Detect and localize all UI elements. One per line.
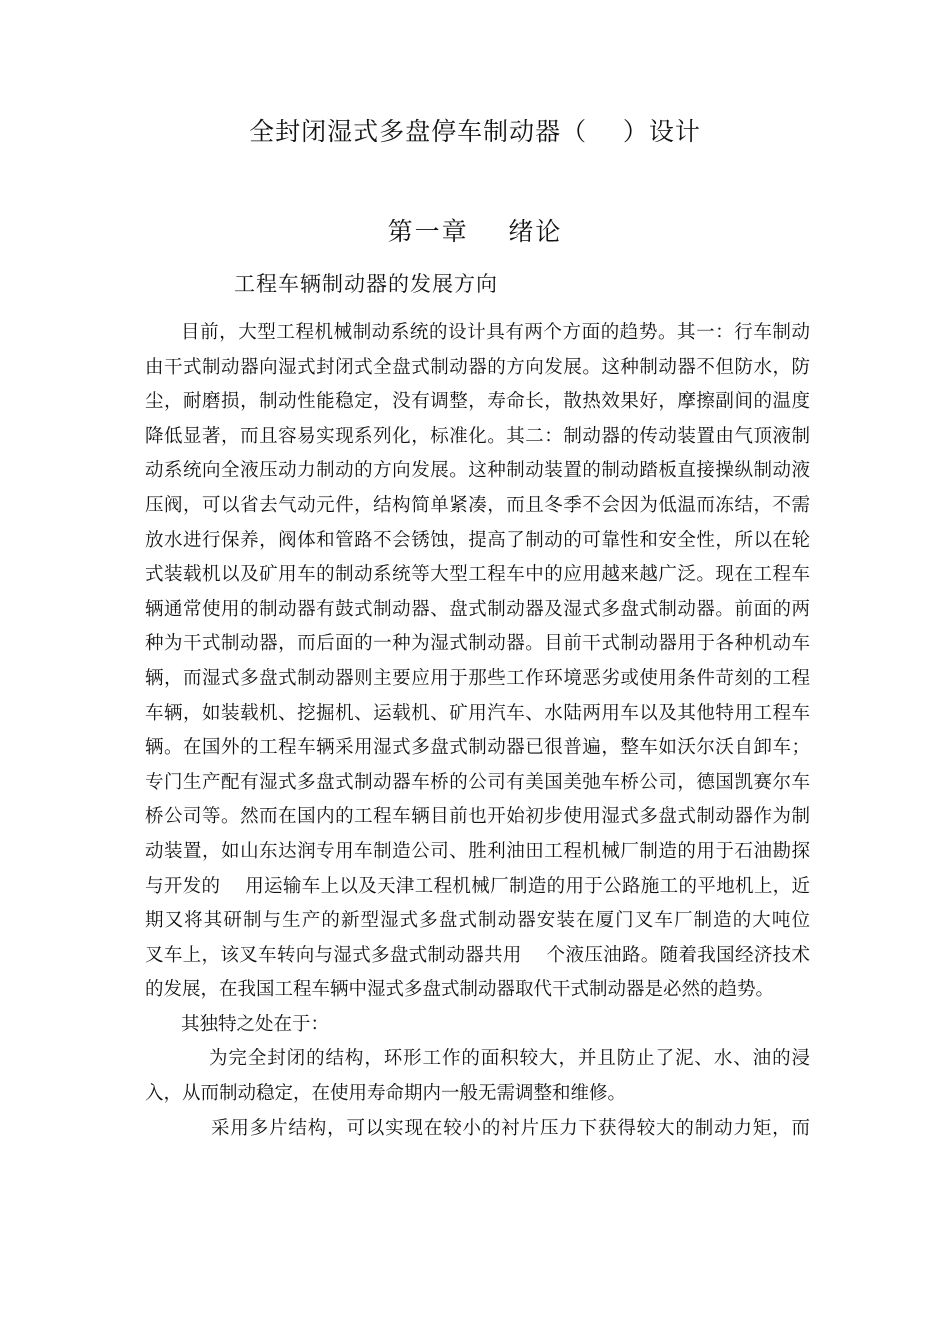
text-line: 期又将其研制与生产的新型湿式多盘式制动器安装在厦门叉车厂制造的大吨位 — [145, 910, 810, 932]
text-line: 降低显著，而且容易实现系列化，标准化。其二：制动器的传动装置由气顶液制 — [145, 425, 810, 447]
text-line: 与开发的 用运输车上以及天津工程机械厂制造的用于公路施工的平地机上，近 — [145, 875, 810, 897]
text-line: 辆。在国外的工程车辆采用湿式多盘式制动器已很普遍，整车如沃尔沃自卸车； — [145, 737, 810, 759]
text-line: 动系统向全液压动力制动的方向发展。这种制动装置的制动踏板直接操纵制动液 — [145, 460, 810, 482]
text-line: 入，从而制动稳定，在使用寿命期内一般无需调整和维修。 — [145, 1083, 627, 1105]
text-line: 放水进行保养，阀体和管路不会锈蚀，提高了制动的可靠性和安全性，所以在轮 — [145, 529, 810, 551]
text-line: 动装置，如山东达润专用车制造公司、胜利油田工程机械厂制造的用于石油勘探 — [145, 840, 810, 862]
body-text — [145, 316, 810, 1146]
document-title: 全封闭湿式多盘停车制动器（ ）设计 — [249, 117, 701, 146]
text-line: 辆通常使用的制动器有鼓式制动器、盘式制动器及湿式多盘式制动器。前面的两 — [145, 598, 810, 620]
text-line: 桥公司等。然而在国内的工程车辆目前也开始初步使用湿式多盘式制动器作为制 — [145, 806, 810, 828]
text-line: 的发展，在我国工程车辆中湿式多盘式制动器取代干式制动器是必然的趋势。 — [145, 979, 775, 1001]
text-line: 为完全封闭的结构，环形工作的面积较大，并且防止了泥、水、油的浸 — [209, 1048, 810, 1070]
text-line: 辆，而湿式多盘式制动器则主要应用于那些工作环境恶劣或使用条件苛刻的工程 — [145, 667, 810, 689]
text-line: 目前，大型工程机械制动系统的设计具有两个方面的趋势。其一：行车制动 — [181, 322, 810, 343]
text-line: 式装载机以及矿用车的制动系统等大型工程车中的应用越来越广泛。现在工程车 — [145, 564, 810, 586]
chapter-heading: 第一章 绪论 — [387, 217, 563, 246]
section-heading: 工程车辆制动器的发展方向 — [234, 272, 498, 296]
text-line: 采用多片结构，可以实现在较小的衬片压力下获得较大的制动力矩，而 — [211, 1117, 810, 1139]
text-line: 种为干式制动器，而后面的一种为湿式制动器。目前干式制动器用于各种机动车 — [145, 633, 810, 655]
text-line: 车辆，如装载机、挖掘机、运载机、矿用汽车、水陆两用车以及其他特用工程车 — [145, 702, 810, 724]
text-line: 尘，耐磨损，制动性能稳定，没有调整，寿命长，散热效果好，摩擦副间的温度 — [145, 391, 810, 413]
text-line: 压阀，可以省去气动元件，结构简单紧凑，而且冬季不会因为低温而冻结，不需 — [145, 494, 810, 516]
text-line: 由干式制动器向湿式封闭式全盘式制动器的方向发展。这种制动器不但防水，防 — [145, 356, 810, 378]
text-line: 专门生产配有湿式多盘式制动器车桥的公司有美国美弛车桥公司，德国凯赛尔车 — [145, 771, 810, 793]
text-line: 叉车上，该叉车转向与湿式多盘式制动器共用 个液压油路。随着我国经济技术 — [145, 944, 810, 966]
text-line: 其独特之处在于： — [181, 1013, 330, 1035]
